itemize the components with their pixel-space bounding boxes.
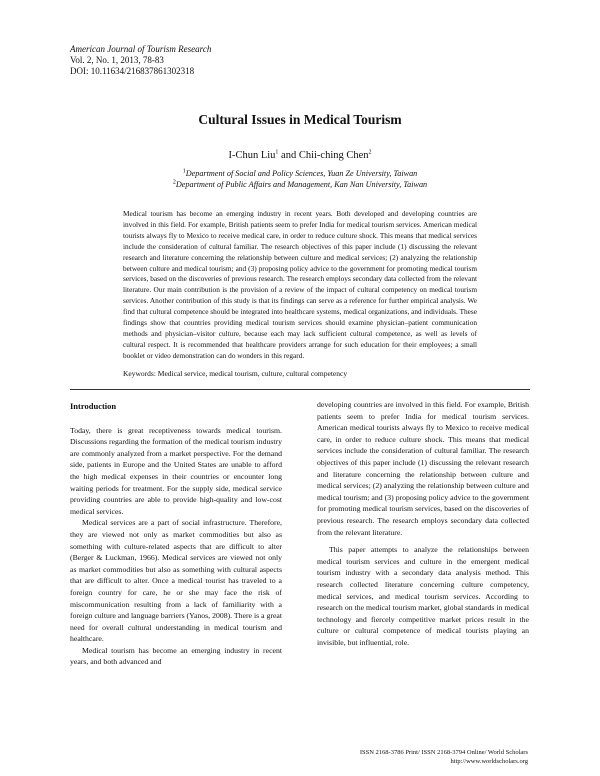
author-line <box>0 150 600 161</box>
author-separator: and <box>278 150 299 161</box>
keywords: Keywords: Medical service, medical tourism, culture, cultural competency <box>123 369 348 378</box>
footer-issn: ISSN 2168-3786 Print/ ISSN 2168-3794 Online/ World Scholars <box>359 749 528 756</box>
section-heading: Introduction <box>70 401 117 411</box>
journal-header <box>70 44 211 77</box>
affiliation-marker: 2 <box>172 179 176 186</box>
section-divider <box>70 389 530 390</box>
affiliation-line <box>0 168 600 179</box>
author-name: I-Chun Liu <box>228 150 276 161</box>
body-paragraph: Medical tourism has become an emerging industry in recent years, and both advanced and <box>70 645 282 667</box>
journal-volume: Vol. 2, No. 1, 2013, 78-83 <box>70 55 164 65</box>
abstract: Medical tourism has become an emerging industry in recent years. Both developed and developing countries are involved in this field. For example, British patients seem to prefer India for medical tourism services. American medical tourists always fly to Mexico to receive medical care, in order to reduce culture shock. This means that medical services include the consideration of cultural familiar. The research objectives of this paper include (1) discussing the relevant research and literature concerning the relationship between culture and medical services; (2) analyzing the relationship between culture and medical tourism; and (3) proposing policy advice to the government for promoting medical tourism services, based on the discoveries of previous research. The research employs secondary data collected from the relevant literature. Our main contribution is the provision of a review of the impact of cultural competency on medical tourism services. Another contribution of this study is that its findings can serve as a reference for further empirical analysis. We find that cultural competence should be integrated into healthcare systems, medical organizations, and individuals. These findings show that countries providing medical tourism services should examine physician–patient communication methods and physician–visitor culture, because each may lack sufficient cultural competence, as well as levels of cultural respect. It is recommended that healthcare providers arrange for such education for their employees; a small booklet or video demonstration can do wonders in this regard. <box>123 209 477 360</box>
affiliation-text: Department of Social and Policy Sciences, Yuan Ze University, Taiwan <box>185 169 418 178</box>
journal-doi: DOI: 10.11634/216837861302318 <box>70 66 195 76</box>
paper-title: Cultural Issues in Medical Tourism <box>198 112 402 127</box>
affiliation-text: Department of Public Affairs and Management, Kan Nan University, Taiwan <box>175 180 428 189</box>
body-column-left <box>70 401 282 668</box>
body-paragraph: This paper attempts to analyze the relationships between medical tourism services and culture in the emergent medical tourism industry with a secondary data analysis method. This research collected literature concerning culture competency, medical services, and medical tourism services. According to research on the medical tourism market, global standards in medical technology and fiercely competitive market prices result in the culture or cultural competence of medical tourists playing an invisible, but influential, role. <box>317 545 529 647</box>
author-name: Chii-ching Chen <box>298 150 369 161</box>
body-paragraph: Medical services are a part of social infrastructure. Therefore, they are viewed not only as market commodities but also as something with culture-related aspects that are difficult to alter (Berger & Luckman, 1966). Medical services are viewed not only as market commodities but also as something with cultural aspects that are difficult to alter. Once a medical tourist has traveled to a foreign country for care, he or she may face the risk of miscommunication resulting from a lack of familiarity with a foreign culture and language barriers (Yanos, 2008). There is a great need for overall cultural understanding in medical tourism and healthcare. <box>70 518 282 644</box>
affiliations <box>0 168 600 190</box>
affiliation-line <box>0 179 600 190</box>
affiliation-marker: 1 <box>182 168 186 175</box>
author-affil-marker: 1 <box>275 149 279 156</box>
body-paragraph: Today, there is great receptiveness towards medical tourism. Discussions regarding the formation of the medical tourism industry are commonly analyzed from a market perspective. For the demand side, patients in Europe and the United States are unable to afford the high medical expenses in their countries or encounter long waiting periods for treatment. For the supply side, medical service providing countries are able to provide high-quality and low-cost medical services. <box>70 425 282 516</box>
body-column-right <box>317 399 529 648</box>
footer-url[interactable]: http://www.worldscholars.org <box>450 758 528 765</box>
author-affil-marker: 2 <box>368 149 372 156</box>
body-paragraph: developing countries are involved in this field. For example, British patients seem to prefer India for medical tourism services. American medical tourists always fly to Mexico to receive medical care, in order to reduce culture shock. This means that medical services include the consideration of cultural familiar. The research objectives of this paper include (1) discussing the relevant research and literature concerning the relationship between culture and medical services; (2) analyzing the relationship between culture and medical tourism; and (3) proposing policy advice to the government for promoting medical tourism services, based on the discoveries of previous research. The research employs secondary data collected from the relevant literature. <box>317 400 529 537</box>
journal-name: American Journal of Tourism Research <box>70 44 212 54</box>
page-footer <box>360 748 528 766</box>
